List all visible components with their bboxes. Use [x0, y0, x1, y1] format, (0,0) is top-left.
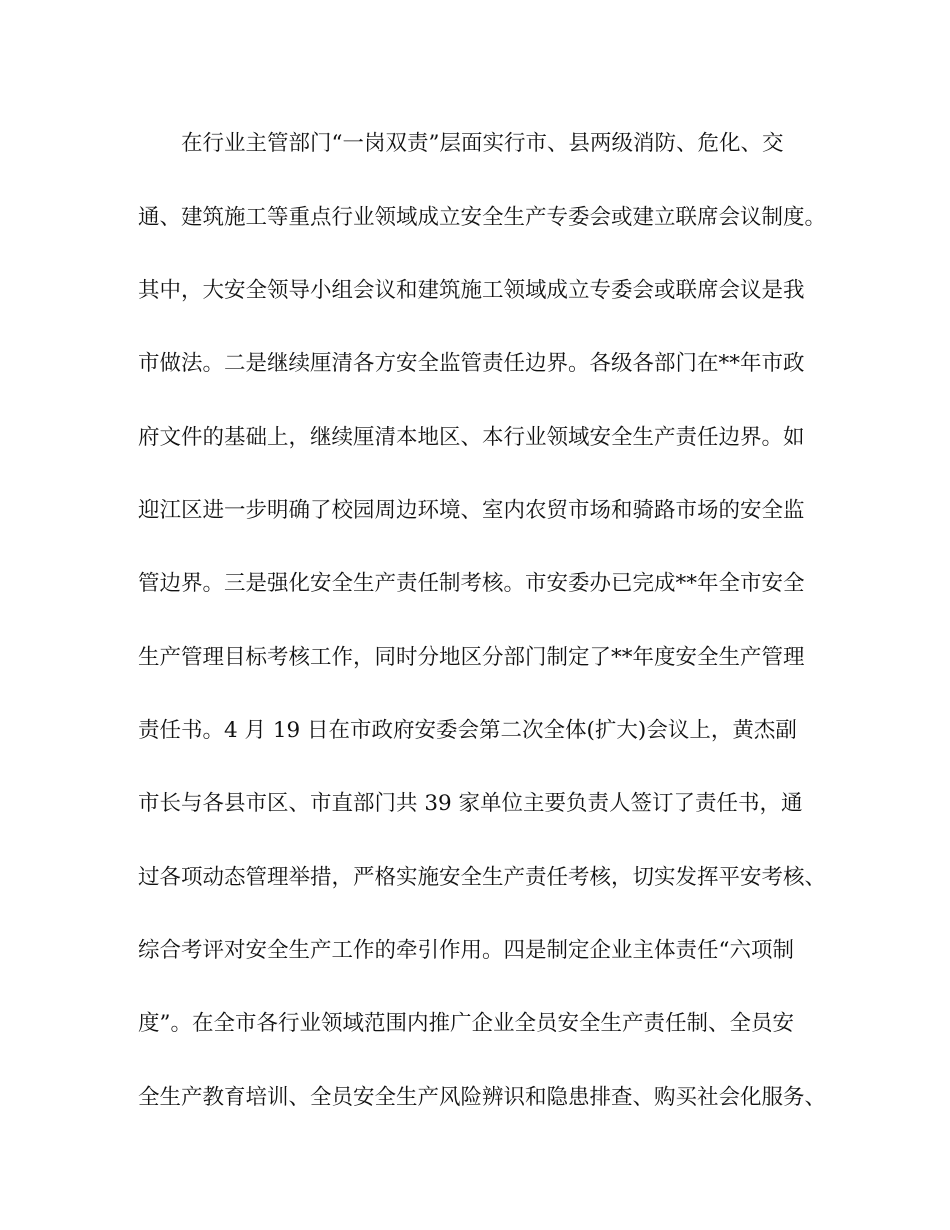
paragraph-line-1: 在行业主管部门“一岗双责”层面实行市、县两级消防、危化、交 — [181, 131, 784, 156]
paragraph-line-9: 责任书。4 月 19 日在市政府安委会第二次全体(扩大)会议上，黄杰副 — [138, 718, 797, 743]
paragraph-line-8: 生产管理目标考核工作，同时分地区分部门制定了**年度安全生产管理 — [138, 645, 805, 670]
paragraph-line-13: 度”。在全市各行业领域范围内推广企业全员安全生产责任制、全员安 — [138, 1011, 794, 1036]
paragraph-line-6: 迎江区进一步明确了校园周边环境、室内农贸市场和骑路市场的安全监 — [138, 498, 805, 523]
paragraph-line-11: 过各项动态管理举措，严格实施安全生产责任考核，切实发挥平安考核、 — [138, 865, 827, 890]
paragraph-line-3: 其中，大安全领导小组会议和建筑施工领域成立专委会或联席会议是我 — [138, 278, 805, 303]
paragraph-line-5: 府文件的基础上，继续厘清本地区、本行业领域安全生产责任边界。如 — [138, 425, 805, 450]
paragraph-line-4: 市做法。二是继续厘清各方安全监管责任边界。各级各部门在**年市政 — [138, 351, 805, 376]
paragraph-line-14: 全生产教育培训、全员安全生产风险辨识和隐患排查、购买社会化服务、 — [138, 1085, 827, 1110]
paragraph-line-7: 管边界。三是强化安全生产责任制考核。市安委办已完成**年全市安全 — [138, 571, 805, 596]
paragraph-line-12: 综合考评对安全生产工作的牵引作用。四是制定企业主体责任“六项制 — [138, 938, 794, 963]
paragraph-line-2: 通、建筑施工等重点行业领域成立安全生产专委会或建立联席会议制度。 — [138, 205, 827, 230]
paragraph-line-10: 市长与各县市区、市直部门共 39 家单位主要负责人签订了责任书，通 — [138, 791, 803, 816]
